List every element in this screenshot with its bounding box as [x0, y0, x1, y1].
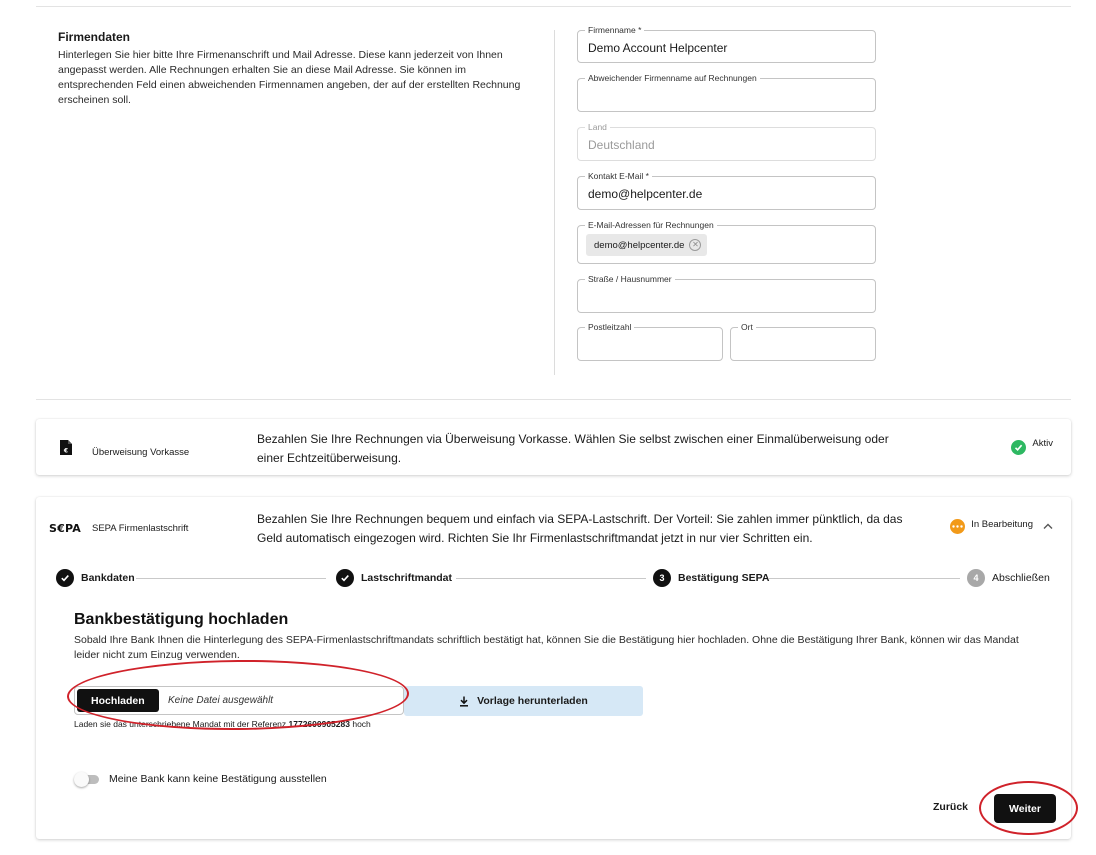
step-bankdaten[interactable]	[56, 569, 135, 587]
chip-label: demo@helpcenter.de	[594, 239, 685, 251]
field-label: Straße / Hausnummer	[585, 273, 675, 285]
payment-method-description: Bezahlen Sie Ihre Rechnungen via Überweisung Vorkasse. Wählen Sie selbst zwischen einer Einmalüberweisung oder einer Echtzeitüberweisung.	[257, 432, 889, 465]
payment-method-sepa	[36, 497, 1071, 839]
back-button[interactable]: Zurück	[933, 801, 969, 813]
step-number: 4	[967, 569, 985, 587]
no-confirmation-toggle[interactable]	[74, 772, 100, 786]
invoice-emails-field[interactable]	[577, 220, 876, 264]
file-input[interactable]	[74, 686, 404, 715]
city-field[interactable]	[730, 322, 876, 361]
field-value: Demo Account Helpcenter	[588, 41, 728, 55]
step-connector	[456, 578, 646, 579]
mandate-reference: 1772600905283	[288, 719, 350, 729]
country-field	[577, 122, 876, 161]
upload-title: Bankbestätigung hochladen	[74, 611, 289, 628]
section-title: Firmendaten	[58, 30, 131, 44]
company-name-field[interactable]	[577, 25, 876, 63]
payment-method-name: SEPA Firmenlastschrift	[92, 523, 189, 534]
field-label: Postleitzahl	[585, 321, 634, 333]
step-label: Abschließen	[992, 572, 1050, 584]
file-name: Keine Datei ausgewählt	[168, 695, 274, 706]
top-divider	[36, 6, 1071, 7]
field-value: demo@helpcenter.de	[588, 187, 703, 201]
status-label: Aktiv	[1032, 438, 1053, 449]
field-label: E-Mail-Adressen für Rechnungen	[585, 219, 717, 231]
step-abschliessen[interactable]	[967, 569, 1050, 587]
stepper	[56, 569, 1051, 587]
street-field[interactable]	[577, 274, 876, 313]
payment-method-description: Bezahlen Sie Ihre Rechnungen bequem und einfach via SEPA-Lastschrift. Der Vorteil: Sie zahlen immer pünktlich, da das Geld automatisch eingezogen wird. Richten Sie Ihr Firmenlastschriftmandat jetzt in nur vier Schritten ein.	[257, 512, 903, 545]
upload-button[interactable]: Hochladen	[77, 689, 159, 712]
help-text-start: Laden sie das unterschriebene Mandat mit der Referenz	[74, 719, 289, 729]
step-connector	[768, 578, 960, 579]
vertical-divider	[554, 30, 555, 375]
payment-method-name: Überweisung Vorkasse	[92, 447, 190, 458]
download-template-label: Vorlage herunterladen	[477, 695, 588, 707]
status-badge	[950, 519, 1033, 534]
contact-email-field[interactable]	[577, 171, 876, 210]
check-icon	[56, 569, 74, 587]
help-text-end: hoch	[349, 719, 371, 729]
upload-help-text	[74, 717, 404, 732]
field-label: Ort	[738, 321, 756, 333]
zip-field[interactable]	[577, 322, 723, 361]
payment-method-transfer[interactable]	[36, 419, 1071, 475]
step-connector	[136, 578, 326, 579]
upload-description: Sobald Ihre Bank Ihnen die Hinterlegung des SEPA-Firmenlastschriftmandats schriftlich bestätigt hat, können Sie die Bestätigung hier hochladen. Ohne die Bestätigung Ihrer Bank, können wir das Mandat leider nicht zum Einzug verwenden.	[74, 634, 1019, 661]
remove-chip-icon[interactable]: ✕	[689, 239, 701, 251]
email-chip	[586, 234, 707, 256]
step-label: Lastschriftmandat	[361, 572, 453, 584]
step-number: 3	[653, 569, 671, 587]
sepa-logo: S€PA	[49, 522, 81, 535]
step-label: Bestätigung SEPA	[678, 572, 770, 584]
field-label: Abweichender Firmenname auf Rechnungen	[585, 72, 760, 84]
step-bestaetigung-sepa[interactable]	[653, 569, 769, 587]
download-icon	[459, 696, 469, 707]
invoice-company-name-field[interactable]	[577, 73, 876, 112]
step-lastschriftmandat[interactable]	[336, 569, 452, 587]
status-badge	[1011, 440, 1053, 455]
toggle-knob	[74, 772, 89, 787]
check-icon	[336, 569, 354, 587]
next-button[interactable]: Weiter	[994, 794, 1056, 823]
svg-text:€: €	[63, 447, 69, 455]
field-label: Land	[585, 121, 610, 133]
section-divider	[36, 399, 1071, 400]
status-label: In Bearbeitung	[971, 519, 1033, 530]
field-value: Deutschland	[588, 138, 655, 152]
check-circle-icon	[1011, 440, 1026, 455]
download-template-button[interactable]	[404, 686, 643, 716]
step-label: Bankdaten	[81, 572, 135, 584]
field-label: Kontakt E-Mail *	[585, 170, 652, 182]
in-progress-icon	[950, 519, 965, 534]
chevron-up-icon[interactable]	[1043, 522, 1053, 530]
field-label: Firmenname *	[585, 24, 644, 36]
section-description: Hinterlegen Sie hier bitte Ihre Firmenanschrift und Mail Adresse. Diese kann jederzeit von Ihnen angepasst werden. Alle Rechnungen erhalten Sie an diese Mail Adresse. Sie können im entsprechenden Feld einen abweichenden Firmennamen angeben, der auf der erstellten Rechnung erscheinen soll.	[58, 49, 521, 106]
toggle-label: Meine Bank kann keine Bestätigung ausstellen	[109, 773, 327, 785]
document-euro-icon	[60, 440, 72, 455]
